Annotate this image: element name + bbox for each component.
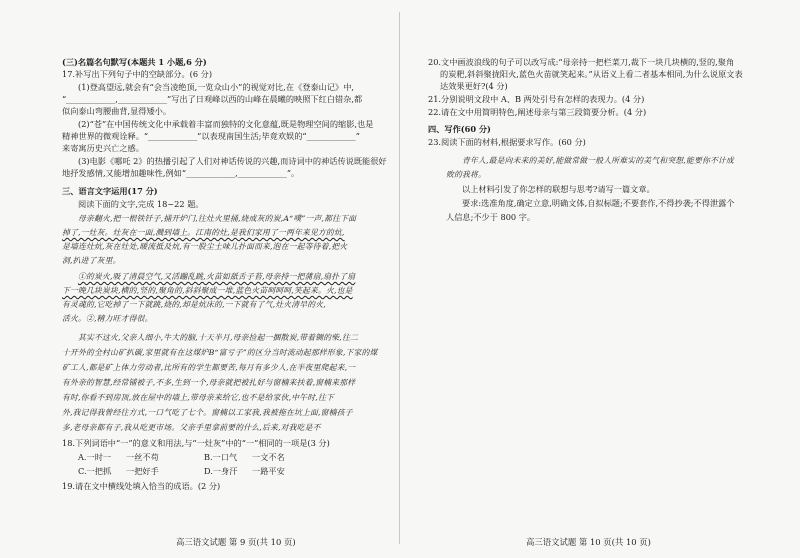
q17-1-line1: (1)登高望远,就会有“会当凌绝顶,一览众山小”的视觉对比,在《登泰山记》中, xyxy=(78,82,355,92)
question-23: 23.阅读下面的材料,根据要求写作。(60 分) xyxy=(428,137,586,147)
passage-p3-line1: 其实不这火,父亲人细小,牛大的脑,十天半月,母亲捡起一捆散炭,带着铡的柴,往二 xyxy=(78,333,358,342)
q18-option-c: C.一把抓 xyxy=(78,466,112,476)
right-page xyxy=(400,0,800,558)
passage-p1-line1: 母亲翻火,把一根铁钎子,捅开炉门,往灶火里捅,烧成灰的炭,A“噗”一声,都往下面 xyxy=(78,214,357,223)
passage-p1-line3: 是墙连灶炕,灰在灶处,暖流抵及炕,有一股尘土味儿扑面而来,泡在一起等待着,把火 xyxy=(62,242,348,251)
question-20-line1: 20.文中画波浪线的句子可以改写成:“母亲持一把栏菜刀,裁下一块几块横的,竖的,聚角 xyxy=(428,57,735,67)
passage-p2-line3: 有灵魂的,它吃掉了一下就跳,烧的,却是炕床的,一下就有了气,灶火清早的火, xyxy=(62,300,326,309)
passage-p3-line3: 矿工人,都是矿上体力劳动者,比所有的学生都要苦,每月有多少人,在半夜里爬起来,一 xyxy=(62,363,356,372)
q18-option-a-2: 一丝不苟 xyxy=(126,452,159,462)
section-title-language: 三、语言文字运用(17 分) xyxy=(62,186,158,196)
q17-3-line1: (3)电影《哪吒 2》的热播引起了人们对神话传说的兴趣,而诗词中的神话传说既能很好 xyxy=(78,156,387,166)
question-19: 19.请在文中横线处填入恰当的成语。(2 分) xyxy=(62,481,221,491)
question-18: 18.下列词语中“一”的意义和用法,与“一灶灰”中的“一”相同的一项是(3 分) xyxy=(62,438,330,448)
passage-p3-line5: 有时,你看不到房顶,放在屋中的墙上,带母亲来给它,也不是给家伙,中午时,往下 xyxy=(62,393,334,402)
reading-intro: 阅读下面的文字,完成 18~22 题。 xyxy=(78,199,204,209)
question-21: 21.分别说明文段中 A、B 两处引号有怎样的表现力。(4 分) xyxy=(428,94,645,104)
passage-p3-line7: 多,老母亲都有子,我从吃更市场。父亲手里拿前要的什么,后来,对我吃是不 xyxy=(62,423,321,432)
writing-prompt: 以上材料引发了你怎样的联想与思考?请写一篇文章。 xyxy=(462,184,655,194)
passage-p3-line2: 十开外的全村山矿扒碳,家里就有在这煤炉B“富亏子”的区分当时流动起那样形象,下家的煤 xyxy=(62,348,378,357)
question-17: 17.补写出下列句子中的空缺部分。(6 分) xyxy=(62,69,213,79)
section-title-writing: 四、写作(60 分) xyxy=(428,124,491,134)
passage-p2-line4: 活火。②,精力旺才得很。 xyxy=(62,314,153,323)
q17-2-line3: 来寄寓历史兴亡之感。 xyxy=(62,143,144,153)
q17-1-line3: 似向泰山弯腰曲背,显得矮小。 xyxy=(62,106,172,116)
passage-p1-line2: 掉了,一灶灰。灶灰在一面,溅到墙上。江南的灶,是我们家用了一两年来见方的炕, xyxy=(62,228,345,237)
q17-1-line2: “____________,____________”写出了日观峰以西的山峰在晨曦的映照下红白错杂,都 xyxy=(62,94,363,104)
q18-option-d: D.一身汗 xyxy=(204,466,238,476)
passage-p2-line1: ①的炭火,吸了清晨空气,又活蹦乱跳,火苗如舐舌子苔,母亲持一把蒲扇,扇扑了扇 xyxy=(78,272,356,281)
passage-p2-line2: 下一晚几块炭块,横的,竖的,聚角的,斜斜聚成一堆,蓝色火苗呵呵呵,笑起来。火,也是 xyxy=(62,286,353,295)
section-title-3: (三)名篇名句默写(本题共 1 小题,6 分) xyxy=(62,57,207,67)
writing-requirements: 要求:选准角度,确定立意,明确文体,自拟标题;不要套作,不得抄袭;不得泄露个 xyxy=(462,198,735,208)
question-20-line2: 的炭粑,斜斜聚拢阳火,蓝色火苗就笑起来。”从语义上看二者基本相同,为什么说原文表 xyxy=(440,69,743,79)
material-line1: 青年人,最是向未来的美好,能做常做一般人所难实的美气和突想,能要你不计成 xyxy=(462,156,734,165)
question-22: 22.请在文中用简明特色,阐述母亲与第三段简要分析。(4 分) xyxy=(428,107,647,117)
question-20-line3: 达效果更好?(4 分) xyxy=(440,81,508,91)
q17-3-line2: 地抒发感情,又能增加趣味性,例如“____________,____________”。 xyxy=(62,168,300,178)
q18-option-a: A.一时一 xyxy=(78,452,112,462)
q17-2-line1: (2)“苍”在中国传统文化中承载着丰富而独特的文化意蕴,既是物理空间的缩影,也是 xyxy=(78,119,374,129)
q17-2-line2: 精神世界的微观诠释。“____________”以表现南国生活;毕竟欢娱的“____________” xyxy=(62,131,360,141)
q18-option-b-2: 一文不名 xyxy=(252,452,285,462)
q18-option-d-2: 一路平安 xyxy=(252,466,285,476)
right-page-footer: 高三语文试题 第 10 页(共 10 页) xyxy=(526,537,651,547)
writing-requirements-2: 人信息;不少于 800 字。 xyxy=(446,212,536,222)
passage-p3-line4: 有外亲的智慧,经常铺被子,不多,生到一个,母亲就把被扎好与窗楠来扶着,窗楠来那样 xyxy=(62,378,356,387)
material-line2: 败的我将。 xyxy=(446,170,486,179)
left-page-footer: 高三语文试题 第 9 页(共 10 页) xyxy=(176,537,296,547)
passage-p3-line6: 外,我记得我曾经往方式,一口气吃了七个。窗楠以工家我,我被拖在坑上面,窗楠孩子 xyxy=(62,408,353,417)
q18-option-b: B.一口气 xyxy=(204,452,238,462)
passage-p1-line4: 洞,扒进了灰里。 xyxy=(62,256,121,265)
q18-option-c-2: 一把好手 xyxy=(126,466,159,476)
